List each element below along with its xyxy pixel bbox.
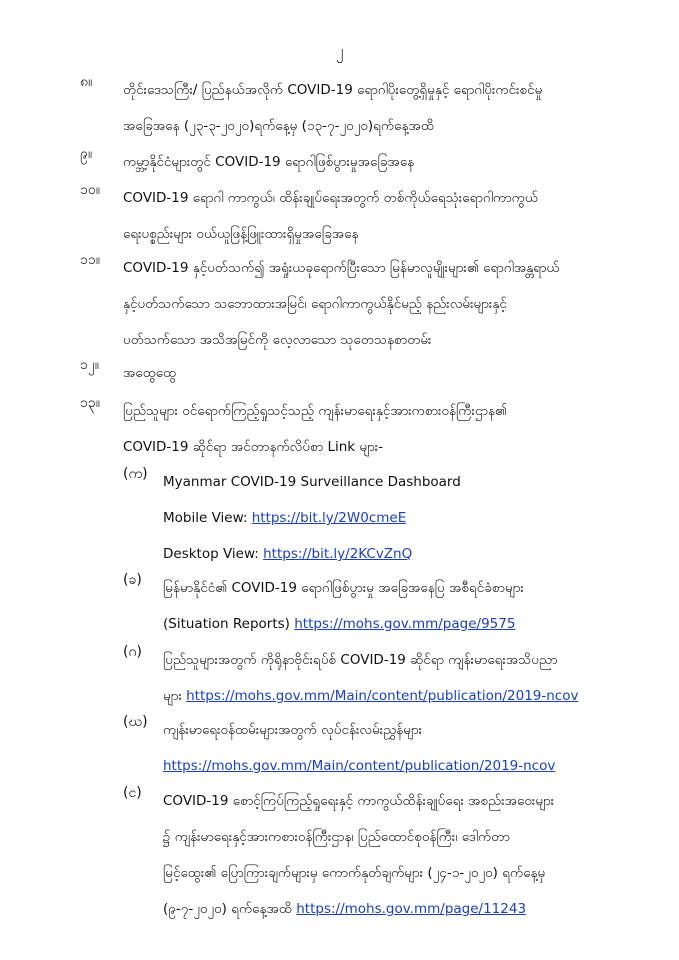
- sub-item-text-line: ကျန်းမာရေးဝန်ထမ်းများအတွက် လုပ်ငန်းလမ်းညွှန်များ: [163, 722, 423, 738]
- item-number: ၉။: [80, 146, 93, 162]
- desktop-view-label: Desktop View:: [163, 546, 259, 562]
- sub-item-label: (ဃ): [123, 714, 148, 730]
- item-number: ၁၁။: [80, 252, 100, 268]
- dashboard-title: Myanmar COVID-19 Surveillance Dashboard: [163, 474, 461, 490]
- item-number: ၈။: [80, 74, 93, 90]
- item-text-line: အထွေထွေ: [123, 365, 177, 381]
- sub-item-label: (က): [123, 466, 148, 482]
- sub-item-text-line: ၌ ကျန်းမာရေးနှင့်အားကစားဝန်ကြီးဌာန၊ ပြည်ထောင်စုဝန်ကြီး၊ ဒေါက်တာ: [163, 829, 510, 845]
- item-text-line: ကမ္ဘာ့နိုင်ငံများတွင် COVID-19 ရောဂါဖြစ်ပွားမှုအခြေအနေ: [123, 154, 415, 170]
- item-text-line: COVID-19 နှင့်ပတ်သက်၍ အရှုံးယခုရောက်ပြီးသော မြန်မာလူမျိုးများ၏ ရောဂါအန္တရာယ်: [123, 260, 560, 276]
- mobile-view-link[interactable]: https://bit.ly/2W0cmeE: [251, 510, 407, 526]
- sub-item-text-line: မြန်မာနိုင်ငံ၏ COVID-19 ရောဂါဖြစ်ပွားမှု အခြေအနေပြ အစီရင်ခံစာများ: [163, 580, 524, 596]
- situation-reports-link[interactable]: https://mohs.gov.mm/page/9575: [294, 616, 516, 632]
- sub-item-label: (င): [123, 785, 142, 801]
- sub-item-text-line: COVID-19 စောင့်ကြပ်ကြည့်ရှုရေးနှင့် ကာကွယ်ထိန်းချုပ်ရေး အစည်းအဝေးများ: [163, 793, 555, 809]
- item-text-line: ပတ်သက်သော အသိအမြင်ကို လေ့လာသော သုတေသနစာတမ်း: [123, 332, 432, 348]
- mobile-view-label: Mobile View:: [163, 510, 248, 526]
- sub-item-text: များ: [163, 688, 182, 704]
- page-number: ၂: [335, 42, 344, 60]
- sub-item-text-line: ပြည်သူများအတွက် ကိုရိုနာဗိုင်းရပ်စ် COVID-19 ဆိုင်ရာ ကျန်းမာရေးအသိပညာ: [163, 652, 558, 668]
- sub-item-text: (၉-၇-၂၀၂၀) ရက်နေ့အထိ: [163, 901, 292, 917]
- item-text-line: ရေးပစ္စည်းများ ဝယ်ယူဖြန့်ဖြူးထားရှိမှုအခြေအနေ: [123, 226, 359, 242]
- sub-item-label: (ဂ): [123, 644, 142, 660]
- desktop-view-link[interactable]: https://bit.ly/2KCvZnQ: [263, 546, 413, 562]
- item-text-line: အခြေအနေ (၂၃-၃-၂၀၂၀)ရက်နေ့မှ (၁၃-၇-၂၀၂၀)ရက်နေ့အထိ: [123, 118, 434, 134]
- item-number: ၁၀။: [80, 182, 100, 198]
- item-text-line: တိုင်းဒေသကြီး/ ပြည်နယ်အလိုက် COVID-19 ရောဂါပိုးတွေ့ရှိမှုနှင့် ရောဂါပိုးကင်းစင်မှု: [123, 82, 543, 98]
- sub-item-text-line: မြင့်ထွေး၏ ပြောကြားချက်များမှ ကောက်နုတ်ချက်များ (၂၄-၁-၂၀၂၀) ရက်နေ့မှ: [163, 865, 546, 881]
- minister-statements-link[interactable]: https://mohs.gov.mm/page/11243: [296, 901, 527, 917]
- item-number: ၁၃။: [80, 395, 100, 411]
- item-number: ၁၂။: [80, 357, 99, 373]
- item-text-line: COVID-19 ဆိုင်ရာ အင်တာနက်လိပ်စာ Link များ-: [123, 439, 384, 455]
- item-text-line: နှင့်ပတ်သက်သော သဘောထားအမြင်၊ ရောဂါကာကွယ်နိုင်မည့် နည်းလမ်းများနှင့်: [123, 296, 507, 312]
- health-worker-guidelines-link[interactable]: https://mohs.gov.mm/Main/content/publication/2019-ncov: [163, 758, 556, 774]
- sub-item-text: (Situation Reports): [163, 616, 290, 632]
- sub-item-label: (ခ): [123, 572, 142, 588]
- item-text-line: COVID-19 ရောဂါ ကာကွယ်၊ ထိန်းချုပ်ရေးအတွက် တစ်ကိုယ်ရေသုံးရောဂါကာကွယ်: [123, 190, 538, 206]
- item-text-line: ပြည်သူများ ဝင်ရောက်ကြည့်ရှုသင့်သည့် ကျန်းမာရေးနှင့်အားကစားဝန်ကြီးဌာန၏: [123, 403, 507, 419]
- public-health-info-link[interactable]: https://mohs.gov.mm/Main/content/publication/2019-ncov: [186, 688, 579, 704]
